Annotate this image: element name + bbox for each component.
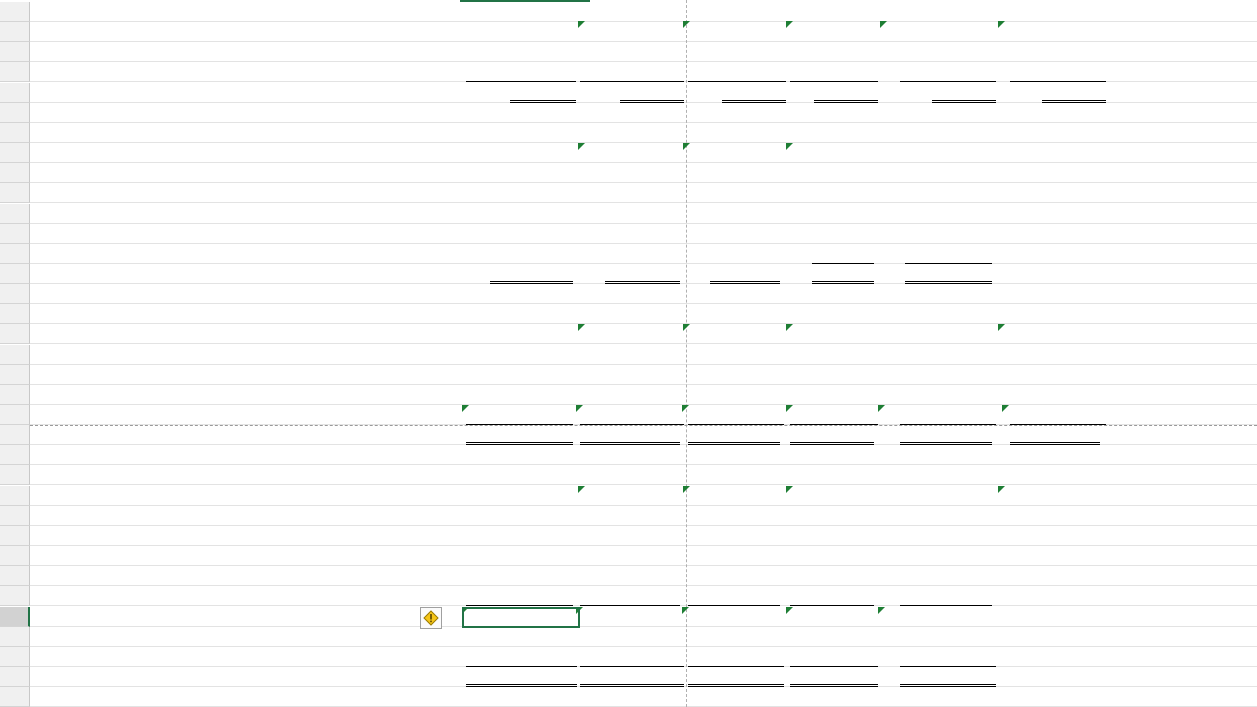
- cell-value[interactable]: [600, 465, 745, 485]
- row-label[interactable]: [33, 2, 433, 22]
- cell-value[interactable]: [705, 143, 765, 163]
- cell-value[interactable]: [695, 264, 709, 284]
- cell-value[interactable]: [790, 385, 874, 405]
- row-header-51[interactable]: [0, 385, 30, 405]
- cell-value[interactable]: [695, 204, 709, 224]
- row-header-46[interactable]: [0, 284, 30, 304]
- cell-value[interactable]: [688, 506, 780, 526]
- cell-value[interactable]: [490, 163, 573, 183]
- cell-value[interactable]: [688, 627, 780, 647]
- row-label[interactable]: [33, 385, 433, 405]
- row-label[interactable]: [33, 465, 433, 485]
- row-header-45[interactable]: [0, 264, 30, 284]
- cell-value[interactable]: [905, 264, 992, 284]
- cell-value[interactable]: [812, 224, 874, 244]
- error-indicator-icon: [786, 324, 793, 331]
- cell-value[interactable]: [688, 385, 780, 405]
- cell-value[interactable]: [466, 566, 573, 586]
- row-label[interactable]: [33, 647, 433, 667]
- cell-value[interactable]: [510, 83, 576, 103]
- cell-value[interactable]: [472, 264, 486, 284]
- cell-value[interactable]: [466, 627, 573, 647]
- cell-value[interactable]: [790, 667, 878, 687]
- row-header-32[interactable]: [0, 2, 30, 22]
- cell-value[interactable]: [800, 486, 860, 506]
- row-label[interactable]: [33, 506, 433, 526]
- cell-value[interactable]: [900, 627, 992, 647]
- cell-value[interactable]: [905, 183, 992, 203]
- error-indicator-icon: [1002, 405, 1009, 412]
- cell-value[interactable]: [800, 22, 860, 42]
- cell-value[interactable]: [600, 22, 660, 42]
- error-indicator-icon: [878, 607, 885, 614]
- cell-value[interactable]: [1010, 385, 1100, 405]
- cell-value[interactable]: [466, 405, 573, 425]
- cell-value[interactable]: [1025, 486, 1075, 506]
- cell-value[interactable]: [900, 425, 992, 445]
- row-header-64[interactable]: [0, 647, 30, 667]
- error-indicator-icon: [786, 486, 793, 493]
- cell-value[interactable]: [910, 486, 970, 506]
- cell-value[interactable]: [688, 546, 780, 566]
- cell-value[interactable]: [790, 647, 878, 667]
- row-header-66[interactable]: [0, 687, 30, 707]
- cell-value[interactable]: [580, 42, 684, 62]
- row-header-36[interactable]: [0, 83, 30, 103]
- row-label[interactable]: [33, 607, 413, 627]
- cell-value[interactable]: [1042, 83, 1106, 103]
- row-label[interactable]: [33, 304, 433, 324]
- cell-value[interactable]: [688, 365, 780, 385]
- cell-value[interactable]: [490, 183, 573, 203]
- error-indicator-icon: [880, 21, 887, 28]
- row-label[interactable]: [33, 566, 433, 586]
- error-indicator-icon: [578, 143, 585, 150]
- cell-value[interactable]: [580, 627, 680, 647]
- cell-value[interactable]: [1010, 546, 1100, 566]
- row-header-47[interactable]: [0, 304, 30, 324]
- row-label[interactable]: [33, 627, 433, 647]
- cell-value[interactable]: [490, 264, 573, 284]
- row-label[interactable]: [33, 526, 433, 546]
- row-label[interactable]: [33, 62, 433, 82]
- error-indicator-icon: [786, 143, 793, 150]
- row-header-65[interactable]: [0, 667, 30, 687]
- row-label[interactable]: [33, 365, 433, 385]
- cell-value[interactable]: [900, 526, 992, 546]
- cell-value[interactable]: [600, 486, 660, 506]
- row-label[interactable]: [33, 405, 433, 425]
- cell-value[interactable]: [932, 83, 996, 103]
- cell-value[interactable]: [466, 667, 577, 687]
- cell-value[interactable]: [490, 324, 526, 344]
- cell-value[interactable]: [1035, 304, 1180, 324]
- cell-value[interactable]: [910, 324, 970, 344]
- row-header-58[interactable]: [0, 526, 30, 546]
- cell-value[interactable]: [790, 405, 878, 425]
- cell-value[interactable]: [688, 607, 784, 627]
- row-header-42[interactable]: [0, 204, 30, 224]
- cell-value[interactable]: [900, 506, 992, 526]
- cell-value[interactable]: [905, 22, 965, 42]
- cell-value[interactable]: [900, 385, 992, 405]
- row-header-35[interactable]: [0, 62, 30, 82]
- error-indicator-icon: [786, 607, 793, 614]
- cell-value[interactable]: [466, 62, 576, 82]
- cell-value[interactable]: [710, 204, 780, 224]
- cell-value[interactable]: [1018, 22, 1078, 42]
- error-indicator-icon: [998, 486, 1005, 493]
- error-warning-button[interactable]: [420, 607, 442, 629]
- row-label[interactable]: [33, 264, 433, 284]
- cell-value[interactable]: [580, 546, 680, 566]
- cell-value[interactable]: [688, 566, 780, 586]
- cell-value[interactable]: [710, 264, 780, 284]
- cell-value[interactable]: [790, 607, 878, 627]
- cell-value[interactable]: [580, 586, 680, 606]
- cell-value[interactable]: [790, 627, 874, 647]
- cell-value[interactable]: [1030, 324, 1080, 344]
- cell-value[interactable]: [705, 486, 765, 506]
- cell-value[interactable]: [890, 204, 904, 224]
- error-indicator-icon: [683, 486, 690, 493]
- cell-value[interactable]: [797, 264, 811, 284]
- cell-value[interactable]: [620, 83, 684, 103]
- cell-value[interactable]: [580, 345, 680, 365]
- cell-value[interactable]: [600, 324, 660, 344]
- cell-value[interactable]: [790, 506, 874, 526]
- cell-value[interactable]: [1010, 425, 1100, 445]
- row-label[interactable]: [33, 345, 433, 365]
- error-indicator-icon: [578, 486, 585, 493]
- cell-value[interactable]: [900, 405, 996, 425]
- cell-value[interactable]: [705, 22, 765, 42]
- sheet-row-66: [0, 687, 1257, 707]
- cell-value[interactable]: [890, 224, 904, 244]
- active-cell-border: [462, 607, 580, 628]
- cell-value[interactable]: [1140, 324, 1190, 344]
- cell-value[interactable]: [490, 22, 526, 42]
- row-header-55[interactable]: [0, 465, 30, 485]
- cell-value[interactable]: [790, 546, 874, 566]
- cell-value[interactable]: [490, 486, 526, 506]
- page-break-line: [30, 425, 1257, 426]
- row-label[interactable]: [33, 163, 433, 183]
- cell-value[interactable]: [790, 365, 874, 385]
- cell-value[interactable]: [812, 264, 874, 284]
- row-header-62[interactable]: [0, 607, 30, 627]
- cell-value[interactable]: [814, 83, 878, 103]
- cell-value[interactable]: [1010, 405, 1106, 425]
- row-header-57[interactable]: [0, 506, 30, 526]
- cell-value[interactable]: [466, 586, 573, 606]
- cell-value[interactable]: [688, 667, 784, 687]
- row-header-33[interactable]: [0, 22, 30, 42]
- row-header-56[interactable]: [0, 486, 30, 506]
- cell-value[interactable]: [466, 385, 573, 405]
- error-indicator-icon: [578, 21, 585, 28]
- cell-value[interactable]: [490, 143, 526, 163]
- error-indicator-icon: [786, 405, 793, 412]
- row-header-63[interactable]: [0, 627, 30, 647]
- cell-value[interactable]: [580, 667, 684, 687]
- row-label[interactable]: [33, 42, 433, 62]
- cell-value[interactable]: [1010, 526, 1100, 546]
- cell-value[interactable]: [688, 425, 780, 445]
- row-header-34[interactable]: [0, 42, 30, 62]
- error-indicator-icon: [682, 405, 689, 412]
- page-break-line: [686, 0, 687, 707]
- cell-value[interactable]: [1010, 506, 1100, 526]
- error-indicator-icon: [878, 405, 885, 412]
- row-header-54[interactable]: [0, 445, 30, 465]
- cell-value[interactable]: [1120, 345, 1210, 365]
- cell-value[interactable]: [790, 42, 878, 62]
- row-label[interactable]: [33, 667, 433, 687]
- cell-value[interactable]: [905, 163, 992, 183]
- row-label[interactable]: [33, 224, 433, 244]
- cell-value[interactable]: [466, 42, 576, 62]
- cell-value[interactable]: [605, 183, 680, 203]
- error-indicator-icon: [578, 324, 585, 331]
- error-indicator-icon: [462, 405, 469, 412]
- error-indicator-icon: [683, 21, 690, 28]
- cell-value[interactable]: [466, 647, 577, 667]
- cell-value[interactable]: [900, 546, 992, 566]
- row-label[interactable]: [33, 425, 433, 445]
- cell-value[interactable]: [466, 506, 573, 526]
- cell-value[interactable]: [600, 304, 745, 324]
- cell-value[interactable]: [466, 546, 573, 566]
- cell-value[interactable]: [580, 566, 680, 586]
- cell-value[interactable]: [790, 526, 874, 546]
- cell-value[interactable]: [790, 345, 874, 365]
- cell-value[interactable]: [890, 163, 904, 183]
- cell-value[interactable]: [466, 425, 573, 445]
- cell-value[interactable]: [890, 244, 904, 264]
- cell-value[interactable]: [790, 425, 874, 445]
- cell-value[interactable]: [605, 204, 680, 224]
- error-indicator-icon: [786, 21, 793, 28]
- error-indicator-icon: [998, 324, 1005, 331]
- cell-value[interactable]: [472, 163, 486, 183]
- cell-value[interactable]: [900, 62, 996, 82]
- row-header-40[interactable]: [0, 163, 30, 183]
- cell-value[interactable]: [1010, 62, 1106, 82]
- cell-value[interactable]: [985, 465, 1130, 485]
- cell-value[interactable]: [466, 526, 573, 546]
- cell-value[interactable]: [900, 566, 992, 586]
- cell-value[interactable]: [580, 607, 684, 627]
- row-header-49[interactable]: [0, 345, 30, 365]
- error-indicator-icon: [998, 21, 1005, 28]
- cell-value[interactable]: [588, 264, 602, 284]
- row-header-37[interactable]: [0, 103, 30, 123]
- row-label[interactable]: [33, 123, 433, 143]
- cell-value[interactable]: [600, 143, 660, 163]
- row-label[interactable]: [33, 83, 433, 103]
- row-header-59[interactable]: [0, 546, 30, 566]
- row-header-60[interactable]: [0, 566, 30, 586]
- cell-value[interactable]: [797, 224, 811, 244]
- cell-value[interactable]: [890, 183, 904, 203]
- cell-value[interactable]: [580, 385, 680, 405]
- cell-value[interactable]: [580, 506, 680, 526]
- cell-value[interactable]: [580, 647, 684, 667]
- cell-value[interactable]: [600, 123, 745, 143]
- cell-value[interactable]: [600, 2, 745, 22]
- row-header-43[interactable]: [0, 224, 30, 244]
- cell-value[interactable]: [580, 365, 680, 385]
- row-label[interactable]: [33, 546, 433, 566]
- error-indicator-icon: [682, 607, 689, 614]
- cell-value[interactable]: [900, 365, 992, 385]
- selected-column-indicator: [460, 0, 590, 2]
- cell-value[interactable]: [580, 425, 680, 445]
- cell-value[interactable]: [688, 62, 786, 82]
- cell-value[interactable]: [900, 345, 992, 365]
- cell-value[interactable]: [1010, 365, 1100, 385]
- cell-value[interactable]: [900, 42, 996, 62]
- row-label[interactable]: [33, 244, 433, 264]
- cell-value[interactable]: [688, 42, 786, 62]
- cell-value[interactable]: [466, 345, 573, 365]
- sheet-row-54: [0, 445, 1257, 465]
- cell-value[interactable]: [605, 264, 680, 284]
- cell-value[interactable]: [688, 647, 784, 667]
- sheet-row-46: [0, 284, 1257, 304]
- error-indicator-icon: [576, 405, 583, 412]
- cell-value[interactable]: [910, 143, 970, 163]
- row-header-48[interactable]: [0, 324, 30, 344]
- cell-value[interactable]: [1010, 42, 1106, 62]
- row-header-39[interactable]: [0, 143, 30, 163]
- row-header-53[interactable]: [0, 425, 30, 445]
- cell-value[interactable]: [710, 224, 780, 244]
- cell-value[interactable]: [920, 2, 1065, 22]
- error-indicator-icon: [683, 143, 690, 150]
- row-header-52[interactable]: [0, 405, 30, 425]
- row-header-41[interactable]: [0, 183, 30, 203]
- cell-value[interactable]: [688, 526, 780, 546]
- cell-value[interactable]: [588, 183, 602, 203]
- cell-value[interactable]: [790, 566, 874, 586]
- cell-value[interactable]: [722, 83, 786, 103]
- error-indicator-icon: [683, 324, 690, 331]
- cell-value[interactable]: [580, 526, 680, 546]
- cell-value[interactable]: [790, 62, 878, 82]
- cell-value[interactable]: [905, 204, 992, 224]
- warning-diamond-icon: [423, 610, 439, 626]
- cell-value[interactable]: [688, 345, 780, 365]
- row-label[interactable]: [33, 183, 433, 203]
- cell-value[interactable]: [688, 586, 780, 606]
- cell-value[interactable]: [1010, 345, 1100, 365]
- cell-value[interactable]: [800, 143, 860, 163]
- cell-value[interactable]: [688, 405, 784, 425]
- cell-value[interactable]: [905, 224, 992, 244]
- row-label[interactable]: [33, 204, 433, 224]
- cell-value[interactable]: [900, 647, 996, 667]
- cell-value[interactable]: [580, 405, 684, 425]
- cell-value[interactable]: [900, 586, 992, 606]
- sheet-row-37: [0, 103, 1257, 123]
- cell-value[interactable]: [900, 667, 996, 687]
- cell-value[interactable]: [800, 324, 860, 344]
- cell-value[interactable]: [790, 586, 874, 606]
- cell-value[interactable]: [466, 365, 573, 385]
- cell-value[interactable]: [705, 324, 765, 344]
- row-label[interactable]: [33, 586, 433, 606]
- cell-value[interactable]: [580, 62, 684, 82]
- cell-value[interactable]: [905, 244, 992, 264]
- row-header-38[interactable]: [0, 123, 30, 143]
- cell-value[interactable]: [900, 607, 996, 627]
- cell-value[interactable]: [890, 264, 904, 284]
- row-header-50[interactable]: [0, 365, 30, 385]
- row-header-44[interactable]: [0, 244, 30, 264]
- cell-value[interactable]: [812, 244, 874, 264]
- row-header-61[interactable]: [0, 586, 30, 606]
